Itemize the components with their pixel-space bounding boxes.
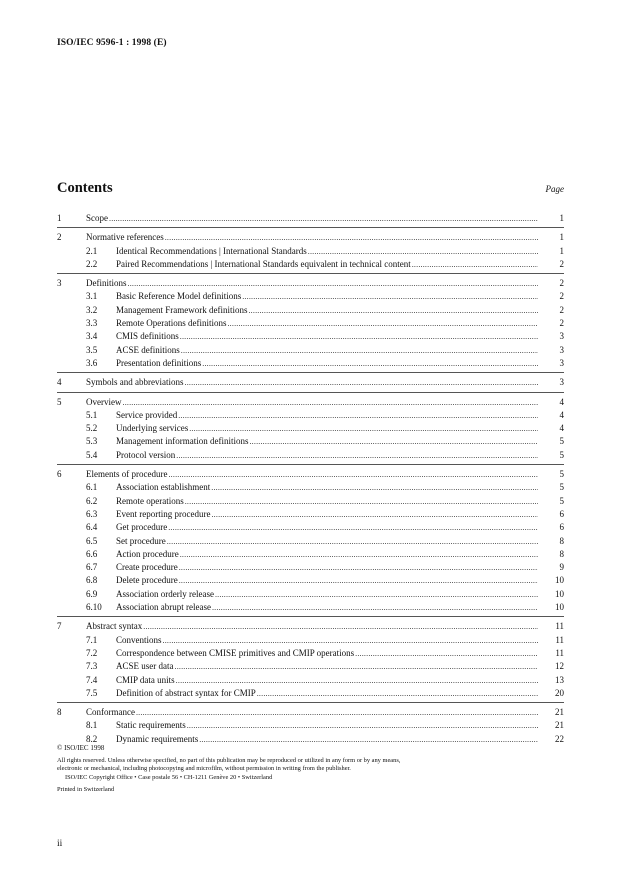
leader-dots bbox=[249, 435, 538, 448]
entry-number: 1 bbox=[57, 213, 62, 223]
toc-entry[interactable] bbox=[57, 277, 564, 290]
leader-dots bbox=[242, 290, 538, 303]
toc-subentry[interactable] bbox=[57, 548, 564, 561]
entry-title: Create procedure bbox=[116, 562, 178, 573]
toc-section bbox=[57, 620, 564, 703]
entry-page: 20 bbox=[555, 687, 564, 698]
entry-number: 3.4 bbox=[86, 331, 98, 342]
copyright-office-address: ISO/IEC Copyright Office • Case postale 56 • CH-1211 Genève 20 • Switzerland bbox=[65, 773, 273, 781]
toc-subentry[interactable] bbox=[57, 674, 564, 687]
entry-page: 5 bbox=[559, 469, 564, 480]
toc-subentry[interactable] bbox=[57, 495, 564, 508]
toc-subentry[interactable] bbox=[57, 481, 564, 494]
entry-page: 1 bbox=[559, 213, 564, 223]
entry-page: 1 bbox=[559, 245, 564, 256]
leader-dots bbox=[136, 706, 538, 719]
entry-number: 6.5 bbox=[86, 535, 98, 546]
leader-dots bbox=[176, 449, 538, 462]
toc-subentry[interactable] bbox=[57, 634, 564, 647]
entry-page: 3 bbox=[559, 344, 564, 355]
entry-title: Association establishment bbox=[116, 482, 211, 493]
entry-page: 5 bbox=[559, 436, 564, 447]
leader-dots bbox=[168, 521, 538, 534]
entry-page: 22 bbox=[555, 733, 564, 744]
entry-number: 3.5 bbox=[86, 344, 98, 355]
entry-title: Remote Operations definitions bbox=[116, 318, 227, 329]
entry-number: 6.1 bbox=[86, 482, 98, 493]
entry-title: Association abrupt release bbox=[116, 602, 211, 613]
entry-title: Association orderly release bbox=[116, 588, 214, 599]
toc-entry[interactable] bbox=[57, 231, 564, 244]
entry-number: 3 bbox=[57, 278, 62, 289]
leader-dots bbox=[181, 344, 538, 357]
entry-page: 8 bbox=[559, 535, 564, 546]
leader-dots bbox=[179, 561, 538, 574]
toc-section bbox=[57, 376, 564, 392]
entry-page: 2 bbox=[559, 258, 564, 269]
entry-number: 8.1 bbox=[86, 720, 98, 731]
entry-title: Elements of procedure bbox=[86, 469, 168, 480]
toc-subentry[interactable] bbox=[57, 588, 564, 601]
entry-title: Definitions bbox=[86, 278, 127, 289]
entry-page: 4 bbox=[559, 396, 564, 407]
entry-title: ACSE user data bbox=[116, 661, 174, 672]
entry-page: 4 bbox=[559, 423, 564, 434]
leader-dots bbox=[178, 409, 538, 422]
entry-number: 6.6 bbox=[86, 548, 98, 559]
entry-title: Basic Reference Model definitions bbox=[116, 291, 242, 302]
entry-title: Management Framework definitions bbox=[116, 304, 248, 315]
entry-page: 10 bbox=[555, 588, 564, 599]
leader-dots bbox=[185, 376, 539, 389]
entry-number: 5.2 bbox=[86, 423, 98, 434]
leader-dots bbox=[109, 212, 538, 225]
entry-number: 8 bbox=[57, 707, 62, 718]
entry-number: 7.1 bbox=[86, 634, 98, 645]
entry-title: Get procedure bbox=[116, 522, 168, 533]
document-id: ISO/IEC 9596-1 : 1998 (E) bbox=[57, 38, 167, 48]
leader-dots bbox=[227, 317, 538, 330]
toc-entry[interactable] bbox=[57, 706, 564, 719]
entry-title: Delete procedure bbox=[116, 575, 178, 586]
leader-dots bbox=[212, 601, 538, 614]
entry-number: 2.2 bbox=[86, 258, 98, 269]
entry-page: 1 bbox=[559, 232, 564, 243]
entry-title: Paired Recommendations | International Standards equivalent in technical content bbox=[116, 258, 411, 269]
entry-number: 6.9 bbox=[86, 588, 98, 599]
entry-page: 6 bbox=[559, 508, 564, 519]
leader-dots bbox=[123, 396, 539, 409]
entry-number: 7.5 bbox=[86, 687, 98, 698]
toc-entry[interactable] bbox=[57, 468, 564, 481]
entry-number: 7.3 bbox=[86, 661, 98, 672]
page-column-label: Page bbox=[545, 184, 564, 194]
rights-statement: All rights reserved. Unless otherwise specified, no part of this publication may be reproduced or utilized in any form or by any means, electronic or mechanical, including photocopying and microfilm, without permission in writing from the publisher. bbox=[57, 756, 401, 773]
entry-title: CMIP data units bbox=[116, 674, 175, 685]
leader-dots bbox=[180, 548, 538, 561]
leader-dots bbox=[211, 481, 538, 494]
toc-subentry[interactable] bbox=[57, 357, 564, 370]
toc-subentry[interactable] bbox=[57, 508, 564, 521]
entry-page: 10 bbox=[555, 602, 564, 613]
toc-subentry[interactable] bbox=[57, 647, 564, 660]
table-of-contents bbox=[57, 212, 564, 751]
entry-page: 5 bbox=[559, 449, 564, 460]
entry-page: 21 bbox=[555, 707, 564, 718]
entry-page: 5 bbox=[559, 495, 564, 506]
toc-subentry[interactable] bbox=[57, 258, 564, 271]
contents-title: Contents bbox=[57, 180, 113, 196]
leader-dots bbox=[202, 357, 538, 370]
toc-subentry[interactable] bbox=[57, 409, 564, 422]
entry-number: 7.4 bbox=[86, 674, 98, 685]
toc-subentry[interactable] bbox=[57, 535, 564, 548]
entry-number: 3.3 bbox=[86, 318, 98, 329]
entry-title: Management information definitions bbox=[116, 436, 249, 447]
entry-page: 3 bbox=[559, 377, 564, 388]
toc-subentry[interactable] bbox=[57, 719, 564, 732]
entry-title: Correspondence between CMISE primitives and CMIP operations bbox=[116, 647, 355, 658]
entry-page: 2 bbox=[559, 278, 564, 289]
entry-title: Dynamic requirements bbox=[116, 733, 199, 744]
toc-section bbox=[57, 277, 564, 373]
entry-number: 5.1 bbox=[86, 409, 98, 420]
leader-dots bbox=[167, 535, 538, 548]
toc-entry[interactable] bbox=[57, 396, 564, 409]
entry-title: Set procedure bbox=[116, 535, 166, 546]
leader-dots bbox=[163, 634, 538, 647]
entry-page: 12 bbox=[555, 661, 564, 672]
entry-number: 5 bbox=[57, 396, 62, 407]
entry-title: CMIS definitions bbox=[116, 331, 179, 342]
toc-section bbox=[57, 212, 564, 228]
entry-number: 2.1 bbox=[86, 245, 98, 256]
leader-dots bbox=[257, 687, 538, 700]
leader-dots bbox=[176, 674, 538, 687]
leader-dots bbox=[189, 422, 538, 435]
entry-title: Scope bbox=[86, 213, 108, 223]
entry-title: Static requirements bbox=[116, 720, 186, 731]
entry-title: Action procedure bbox=[116, 548, 179, 559]
toc-subentry[interactable] bbox=[57, 344, 564, 357]
entry-page: 2 bbox=[559, 304, 564, 315]
entry-title: Identical Recommendations | International Standards bbox=[116, 245, 307, 256]
entry-page: 5 bbox=[559, 482, 564, 493]
toc-subentry[interactable] bbox=[57, 304, 564, 317]
entry-number: 6.3 bbox=[86, 508, 98, 519]
printed-in: Printed in Switzerland bbox=[57, 786, 115, 794]
entry-title: Conformance bbox=[86, 707, 135, 718]
toc-subentry[interactable] bbox=[57, 449, 564, 462]
entry-title: Definition of abstract syntax for CMIP bbox=[116, 687, 256, 698]
leader-dots bbox=[175, 660, 539, 673]
entry-title: Event reporting procedure bbox=[116, 508, 211, 519]
toc-subentry[interactable] bbox=[57, 660, 564, 673]
entry-page: 13 bbox=[555, 674, 564, 685]
entry-title: Abstract syntax bbox=[86, 621, 143, 632]
toc-section bbox=[57, 396, 564, 465]
entry-number: 6.7 bbox=[86, 562, 98, 573]
leader-dots bbox=[308, 245, 538, 258]
leader-dots bbox=[180, 330, 538, 343]
entry-number: 8.2 bbox=[86, 733, 98, 744]
entry-page: 3 bbox=[559, 357, 564, 368]
entry-title: Overview bbox=[86, 396, 122, 407]
entry-number: 6 bbox=[57, 469, 62, 480]
toc-subentry[interactable] bbox=[57, 330, 564, 343]
toc-subentry[interactable] bbox=[57, 687, 564, 700]
entry-page: 6 bbox=[559, 522, 564, 533]
page-number: ii bbox=[57, 839, 63, 849]
leader-dots bbox=[412, 258, 538, 271]
leader-dots bbox=[128, 277, 539, 290]
toc-section bbox=[57, 468, 564, 617]
leader-dots bbox=[179, 574, 538, 587]
entry-number: 6.2 bbox=[86, 495, 98, 506]
toc-section bbox=[57, 706, 564, 748]
entry-page: 3 bbox=[559, 331, 564, 342]
leader-dots bbox=[215, 588, 538, 601]
toc-subentry[interactable] bbox=[57, 435, 564, 448]
toc-section bbox=[57, 231, 564, 274]
entry-number: 4 bbox=[57, 377, 62, 388]
leader-dots bbox=[143, 620, 538, 633]
leader-dots bbox=[187, 719, 538, 732]
toc-subentry[interactable] bbox=[57, 245, 564, 258]
entry-page: 11 bbox=[555, 647, 564, 658]
entry-title: Presentation definitions bbox=[116, 357, 202, 368]
entry-title: Conventions bbox=[116, 634, 162, 645]
leader-dots bbox=[165, 231, 538, 244]
toc-entry[interactable] bbox=[57, 212, 564, 225]
entry-number: 6.8 bbox=[86, 575, 98, 586]
toc-subentry[interactable] bbox=[57, 561, 564, 574]
entry-number: 3.2 bbox=[86, 304, 98, 315]
toc-subentry[interactable] bbox=[57, 317, 564, 330]
entry-title: Underlying services bbox=[116, 423, 189, 434]
leader-dots bbox=[211, 508, 538, 521]
entry-title: Protocol version bbox=[116, 449, 176, 460]
toc-subentry[interactable] bbox=[57, 521, 564, 534]
toc-subentry[interactable] bbox=[57, 574, 564, 587]
entry-title: ACSE definitions bbox=[116, 344, 180, 355]
entry-number: 6.10 bbox=[86, 602, 102, 613]
entry-page: 9 bbox=[559, 562, 564, 573]
entry-number: 7.2 bbox=[86, 647, 98, 658]
toc-subentry[interactable] bbox=[57, 422, 564, 435]
copyright-line: © ISO/IEC 1998 bbox=[57, 744, 105, 752]
entry-page: 10 bbox=[555, 575, 564, 586]
entry-number: 5.3 bbox=[86, 436, 98, 447]
entry-page: 4 bbox=[559, 409, 564, 420]
entry-number: 2 bbox=[57, 232, 62, 243]
toc-entry[interactable] bbox=[57, 376, 564, 389]
toc-subentry[interactable] bbox=[57, 601, 564, 614]
entry-title: Normative references bbox=[86, 232, 164, 243]
entry-number: 3.6 bbox=[86, 357, 98, 368]
entry-title: Symbols and abbreviations bbox=[86, 377, 184, 388]
copyright-notice bbox=[57, 744, 417, 795]
entry-page: 21 bbox=[555, 720, 564, 731]
leader-dots bbox=[185, 495, 538, 508]
toc-subentry[interactable] bbox=[57, 290, 564, 303]
entry-page: 11 bbox=[555, 634, 564, 645]
entry-page: 11 bbox=[555, 621, 564, 632]
entry-number: 5.4 bbox=[86, 449, 98, 460]
leader-dots bbox=[168, 468, 538, 481]
entry-page: 2 bbox=[559, 291, 564, 302]
leader-dots bbox=[248, 304, 538, 317]
leader-dots bbox=[355, 647, 538, 660]
entry-page: 2 bbox=[559, 318, 564, 329]
entry-number: 3.1 bbox=[86, 291, 98, 302]
toc-entry[interactable] bbox=[57, 620, 564, 633]
entry-title: Remote operations bbox=[116, 495, 184, 506]
entry-number: 6.4 bbox=[86, 522, 98, 533]
entry-title: Service provided bbox=[116, 409, 178, 420]
entry-page: 8 bbox=[559, 548, 564, 559]
entry-number: 7 bbox=[57, 621, 62, 632]
